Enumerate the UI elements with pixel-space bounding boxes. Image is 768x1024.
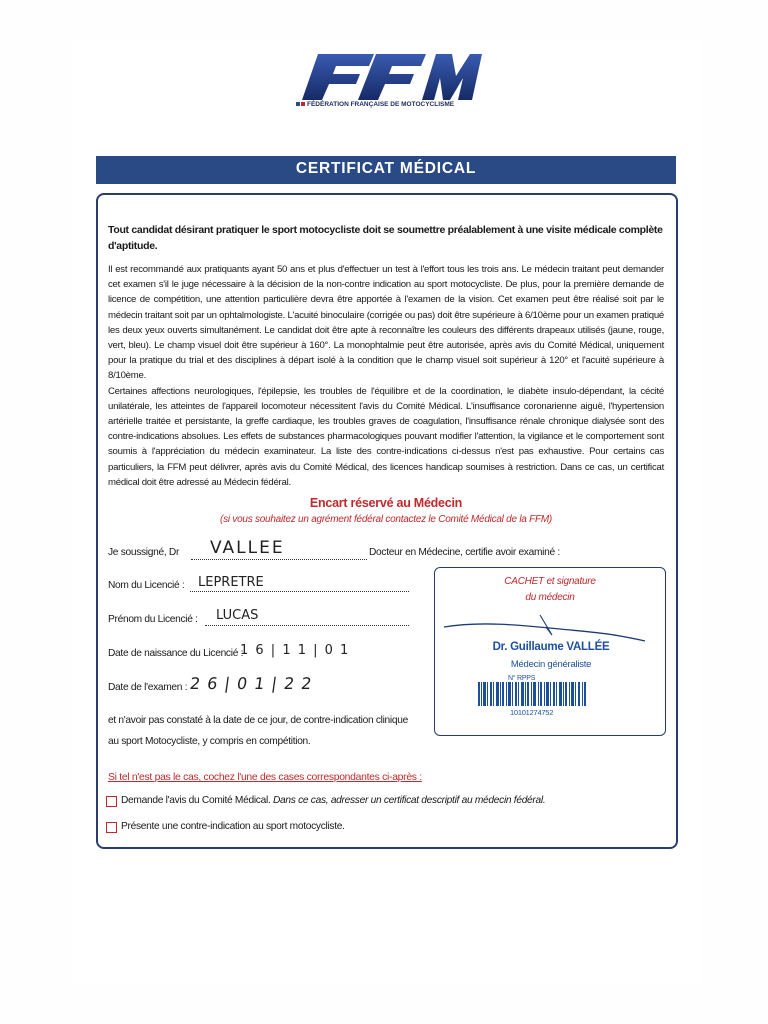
stamp-label-1: CACHET et signature	[504, 576, 596, 587]
encart-subtitle: (si vous souhaitez un agrément fédéral contactez le Comité Médical de la FFM)	[219, 514, 553, 525]
checkbox-comite-medical[interactable]	[106, 796, 117, 807]
naissance-label: Date de naissance du Licencié :	[108, 648, 244, 659]
stamp-label-2: du médecin	[525, 592, 575, 603]
stamp-barcode-number: 10101274752	[510, 708, 554, 717]
barcode	[478, 682, 586, 706]
nom-value[interactable]: LEPRETRE	[198, 575, 264, 590]
constat-line-1: et n'avoir pas constaté à la date de ce jour, de contre-indication clinique	[108, 715, 408, 726]
intro-text: Tout candidat désirant pratiquer le sport motocycliste doit se soumettre préalablement à une visite médicale complète d'aptitude.	[108, 224, 663, 253]
soussigne-line	[191, 559, 367, 560]
option-1-text: Demande l'avis du Comité Médical.	[121, 795, 271, 806]
body-paragraph-1: Il est recommandé aux pratiquants ayant 50 ans et plus d'effectuer un test à l'effort tous les trois ans. Le médecin traitant peut demander cet examen s'il le juge nécessaire à la décision de la non-contre indication au sport motocycliste. De plus, pour la première demande de licence de compétition, une attention particulière devra être apportée à l'examen de la vision. Cet examen peut être réalisé soit par le médecin traitant soit par un ophtalmologiste. L'acuité binoculaire (corrigée ou pas) doit être supérieure à 6/10ème pour un examen pratiqué les deux yeux ouverts simultanément. Le candidat doit être apte à reconnaître les couleurs des différents drapeaux utilisés (jaune, rouge, vert, bleu). Le champ visuel doit être supérieur à 160°. La monophtalmie peut être autorisée, après avis du Comité Médical, uniquement pour la pratique du trial et des disciplines à départ isolé à la condition que le champ visuel soit supérieur à 120° et l'acuité supérieure à 8/10ème.	[108, 264, 664, 382]
body-text	[108, 262, 664, 490]
prenom-label: Prénom du Licencié :	[108, 614, 198, 625]
federation-name: FÉDÉRATION FRANÇAISE DE MOTOCYCLISME	[307, 101, 455, 108]
nom-line	[190, 591, 409, 592]
examen-label: Date de l'examen :	[108, 682, 188, 693]
constat-line-2: au sport Motocycliste, y compris en compétition.	[108, 736, 311, 747]
soussigne-label: Je soussigné, Dr	[108, 547, 180, 558]
stamp-rpps-label: N° RPPS	[508, 675, 536, 682]
stamp-doctor-name: Dr. Guillaume VALLÉE	[492, 641, 610, 653]
ffm-logo	[296, 46, 482, 112]
naissance-value[interactable]: 1 6 | 1 1 | 0 1	[240, 643, 350, 658]
checkbox-contre-indication[interactable]	[106, 822, 117, 833]
soussigne-suffix: Docteur en Médecine, certifie avoir examiné :	[369, 547, 560, 558]
option-1-italic: Dans ce cas, adresser un certificat descriptif au médecin fédéral.	[273, 795, 546, 806]
options-note: Si tel n'est pas le cas, cochez l'une des cases correspondantes ci-après :	[108, 772, 422, 783]
prenom-value[interactable]: LUCAS	[216, 608, 259, 623]
option-1	[121, 793, 545, 809]
nom-label: Nom du Licencié :	[108, 580, 185, 591]
soussigne-value[interactable]: VALLEE	[210, 538, 285, 558]
stamp-specialty: Médecin généraliste	[510, 659, 592, 670]
prenom-line	[205, 625, 409, 626]
body-paragraph-2: Certaines affections neurologiques, l'épilepsie, les troubles de l'équilibre et de la coordination, le diabète insulo-dépendant, la cécité unilatérale, les atteintes de l'appareil locomoteur nécessitent l'avis du Comité Médical. L'insuffisance coronarienne aiguë, l'hypertension artérielle traitée et persistante, la greffe cardiaque, les troubles graves de coagulation, l'insuffisance rénale chronique dialysée sont des contre-indications absolues. Les effets de substances pharmacologiques pouvant modifier l'attention, la vigilance et le comportement sont soumis à l'appréciation du médecin examinateur. La liste des contre-indications ci-dessus n'est pas exhaustive. Pour certains cas particuliers, la FFM peut délivrer, après avis du Comité Médical, des licences handicap soumises à restriction. Dans ce cas, un certificat médical doit être adressé au Médecin fédéral.	[108, 385, 664, 488]
encart-title: Encart réservé au Médecin	[309, 496, 463, 510]
option-2-text: Présente une contre-indication au sport motocycliste.	[121, 821, 345, 832]
examen-value[interactable]: 2 6 | 0 1 | 2 2	[188, 674, 314, 693]
page-title: CERTIFICAT MÉDICAL	[295, 160, 477, 177]
